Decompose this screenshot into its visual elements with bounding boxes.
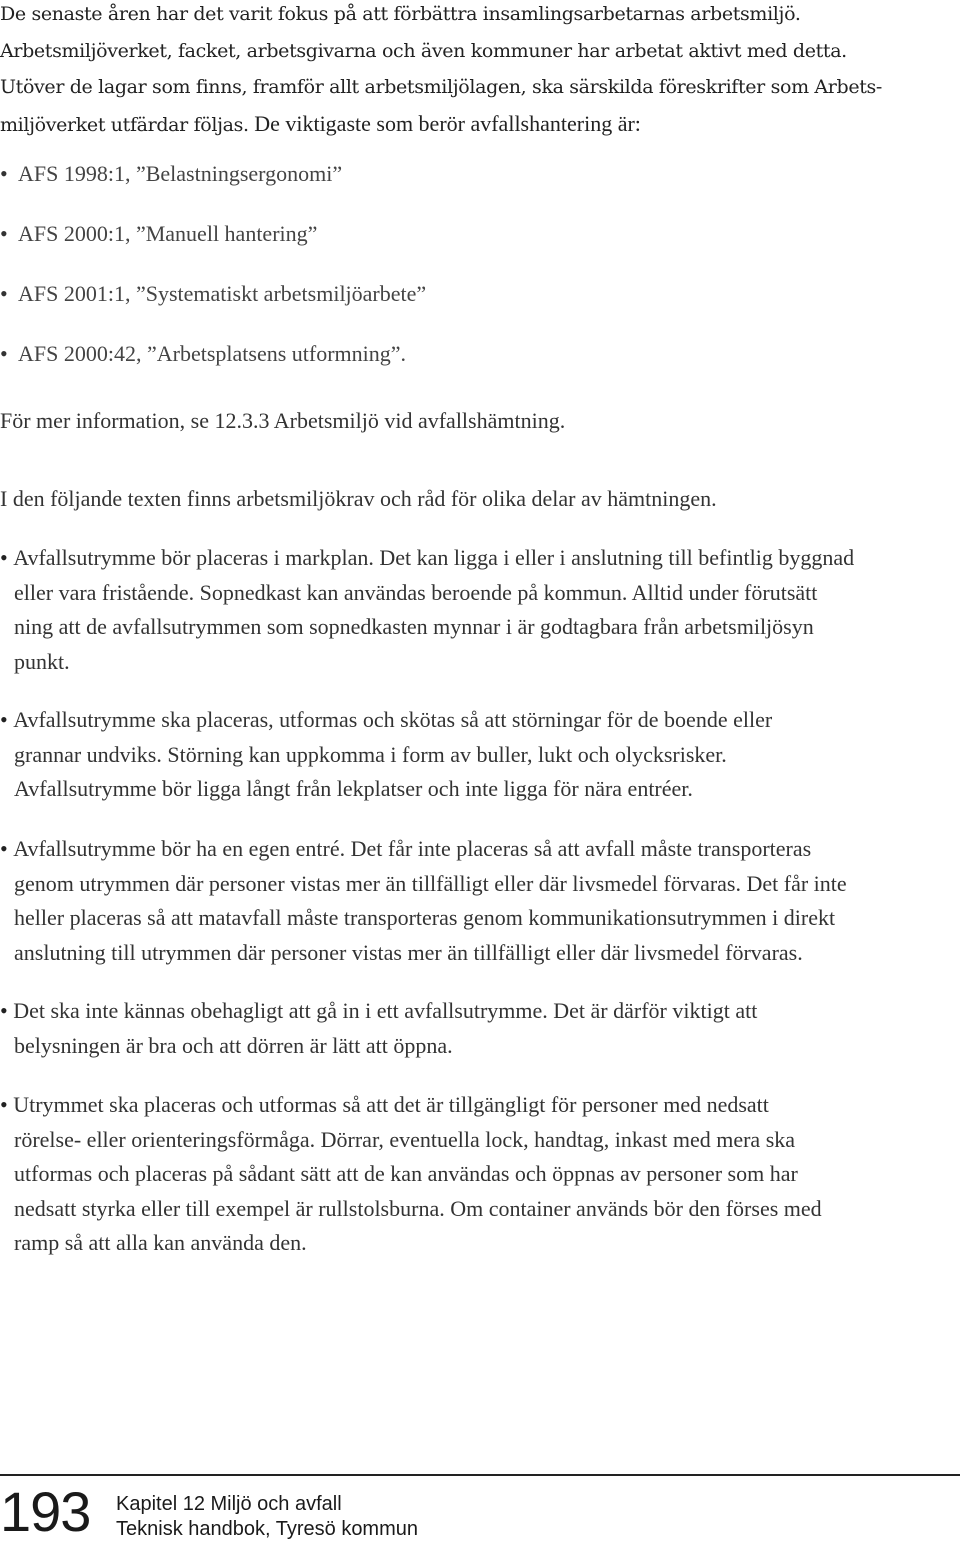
paragraph-line: Utrymmet ska placeras och utformas så att det är tillgängligt för personer med nedsatt	[13, 1092, 769, 1117]
bullet-mark: •	[0, 1092, 8, 1117]
intro-line	[0, 106, 960, 144]
list-item	[0, 274, 958, 334]
paragraph-line: Avfallsutrymme bör ligga långt från lekplatser och inte ligga för nära entréer.	[14, 776, 693, 801]
paragraph-line: punkt.	[14, 648, 70, 674]
paragraph-line: eller vara fristående. Sopnedkast kan användas beroende på kommun. Alltid under förutsätt	[14, 579, 818, 605]
page-number: 193	[0, 1480, 91, 1543]
paragraph-line: Avfallsutrymme ska placeras, utformas och skötas så att störningar för de boende eller	[13, 707, 773, 732]
bullet-paragraph	[0, 994, 958, 1063]
list-item	[0, 214, 958, 274]
list-item-text: AFS 1998:1, ”Belastningsergonomi”	[18, 161, 343, 186]
paragraph-line: Det ska inte kännas obehagligt att gå in i ett avfallsutrymme. Det är därför viktigt att	[13, 998, 758, 1023]
bullet-paragraph	[0, 703, 958, 807]
chapter-title: Kapitel 12 Miljö och avfall	[116, 1493, 342, 1515]
list-item-text: AFS 2000:42, ”Arbetsplatsens utformning”.	[18, 341, 407, 366]
paragraph-line: Avfallsutrymme bör ha en egen entré. Det får inte placeras så att avfall måste transporteras	[13, 836, 812, 861]
bullet-mark: •	[0, 281, 8, 306]
more-info-text: För mer information, se 12.3.3 Arbetsmiljö vid avfallshämtning.	[0, 408, 566, 433]
regulation-list	[0, 154, 958, 394]
footer-text	[116, 1492, 418, 1542]
bullet-paragraph	[0, 541, 958, 679]
bullet-mark: •	[0, 161, 8, 186]
intro-text: miljöverket utfärdar följas.	[0, 113, 249, 136]
list-item-text: AFS 2000:1, ”Manuell hantering”	[18, 221, 318, 246]
paragraph-line: heller placeras så att matavfall måste transporteras genom kommunikationsutrymmen i direkt	[14, 905, 836, 930]
bullet-mark: •	[0, 998, 8, 1023]
list-item	[0, 334, 958, 394]
footer-divider	[0, 1474, 960, 1476]
paragraph-line: utformas och placeras på sådant sätt att de kan användas och öppnas av personer som har	[14, 1161, 798, 1186]
intro-line: De senaste åren har det varit fokus på att förbättra insamlingsarbetarnas arbetsmiljö.	[0, 3, 801, 25]
intro-line: Arbetsmiljöverket, facket, arbetsgivarna och även kommuner har arbetat aktivt med detta.	[0, 39, 847, 62]
paragraph-line: belysningen är bra och att dörren är lätt att öppna.	[14, 1032, 453, 1058]
paragraph-line: nedsatt styrka eller till exempel är rullstolsburna. Om container används bör den förses med	[14, 1195, 822, 1221]
paragraph-line: grannar undviks. Störning kan uppkomma i form av buller, lukt och olycksrisker.	[14, 741, 727, 767]
bullet-paragraph	[0, 1088, 958, 1261]
intro-line: Utöver de lagar som finns, framför allt arbetsmiljölagen, ska särskilda föreskrifter som Arbets-	[0, 76, 883, 98]
paragraph-line: ramp så att alla kan använda den.	[14, 1230, 307, 1255]
bullet-mark: •	[0, 341, 8, 366]
bullet-mark: •	[0, 545, 8, 570]
bullet-paragraph	[0, 832, 958, 970]
paragraph-line: anslutning till utrymmen där personer vistas mer än tillfälligt eller där livsmedel förvaras.	[14, 939, 803, 965]
bullet-mark: •	[0, 836, 8, 861]
list-item	[0, 154, 958, 214]
book-title: Teknisk handbok, Tyresö kommun	[116, 1518, 419, 1540]
paragraph-line: Avfallsutrymme bör placeras i markplan. Det kan ligga i eller i anslutning till befintlig byggnad	[13, 545, 855, 570]
bullet-mark: •	[0, 221, 8, 246]
intro-text: De viktigaste som berör avfallshantering är:	[248, 110, 641, 136]
following-text: I den följande texten finns arbetsmiljökrav och råd för olika delar av hämtningen.	[0, 486, 717, 511]
bullet-mark: •	[0, 707, 8, 732]
paragraph-line: ning att de avfallsutrymmen som sopnedkasten mynnar i är godtagbara från arbetsmiljösyn	[14, 614, 814, 639]
paragraph-line: rörelse- eller orienteringsförmåga. Dörrar, eventuella lock, handtag, inkast med mera ska	[14, 1126, 796, 1152]
paragraph-line: genom utrymmen där personer vistas mer än tillfälligt eller där livsmedel förvaras. Det får inte	[14, 870, 847, 896]
list-item-text: AFS 2001:1, ”Systematiskt arbetsmiljöarbete”	[18, 281, 427, 306]
intro-paragraph	[0, 0, 960, 143]
